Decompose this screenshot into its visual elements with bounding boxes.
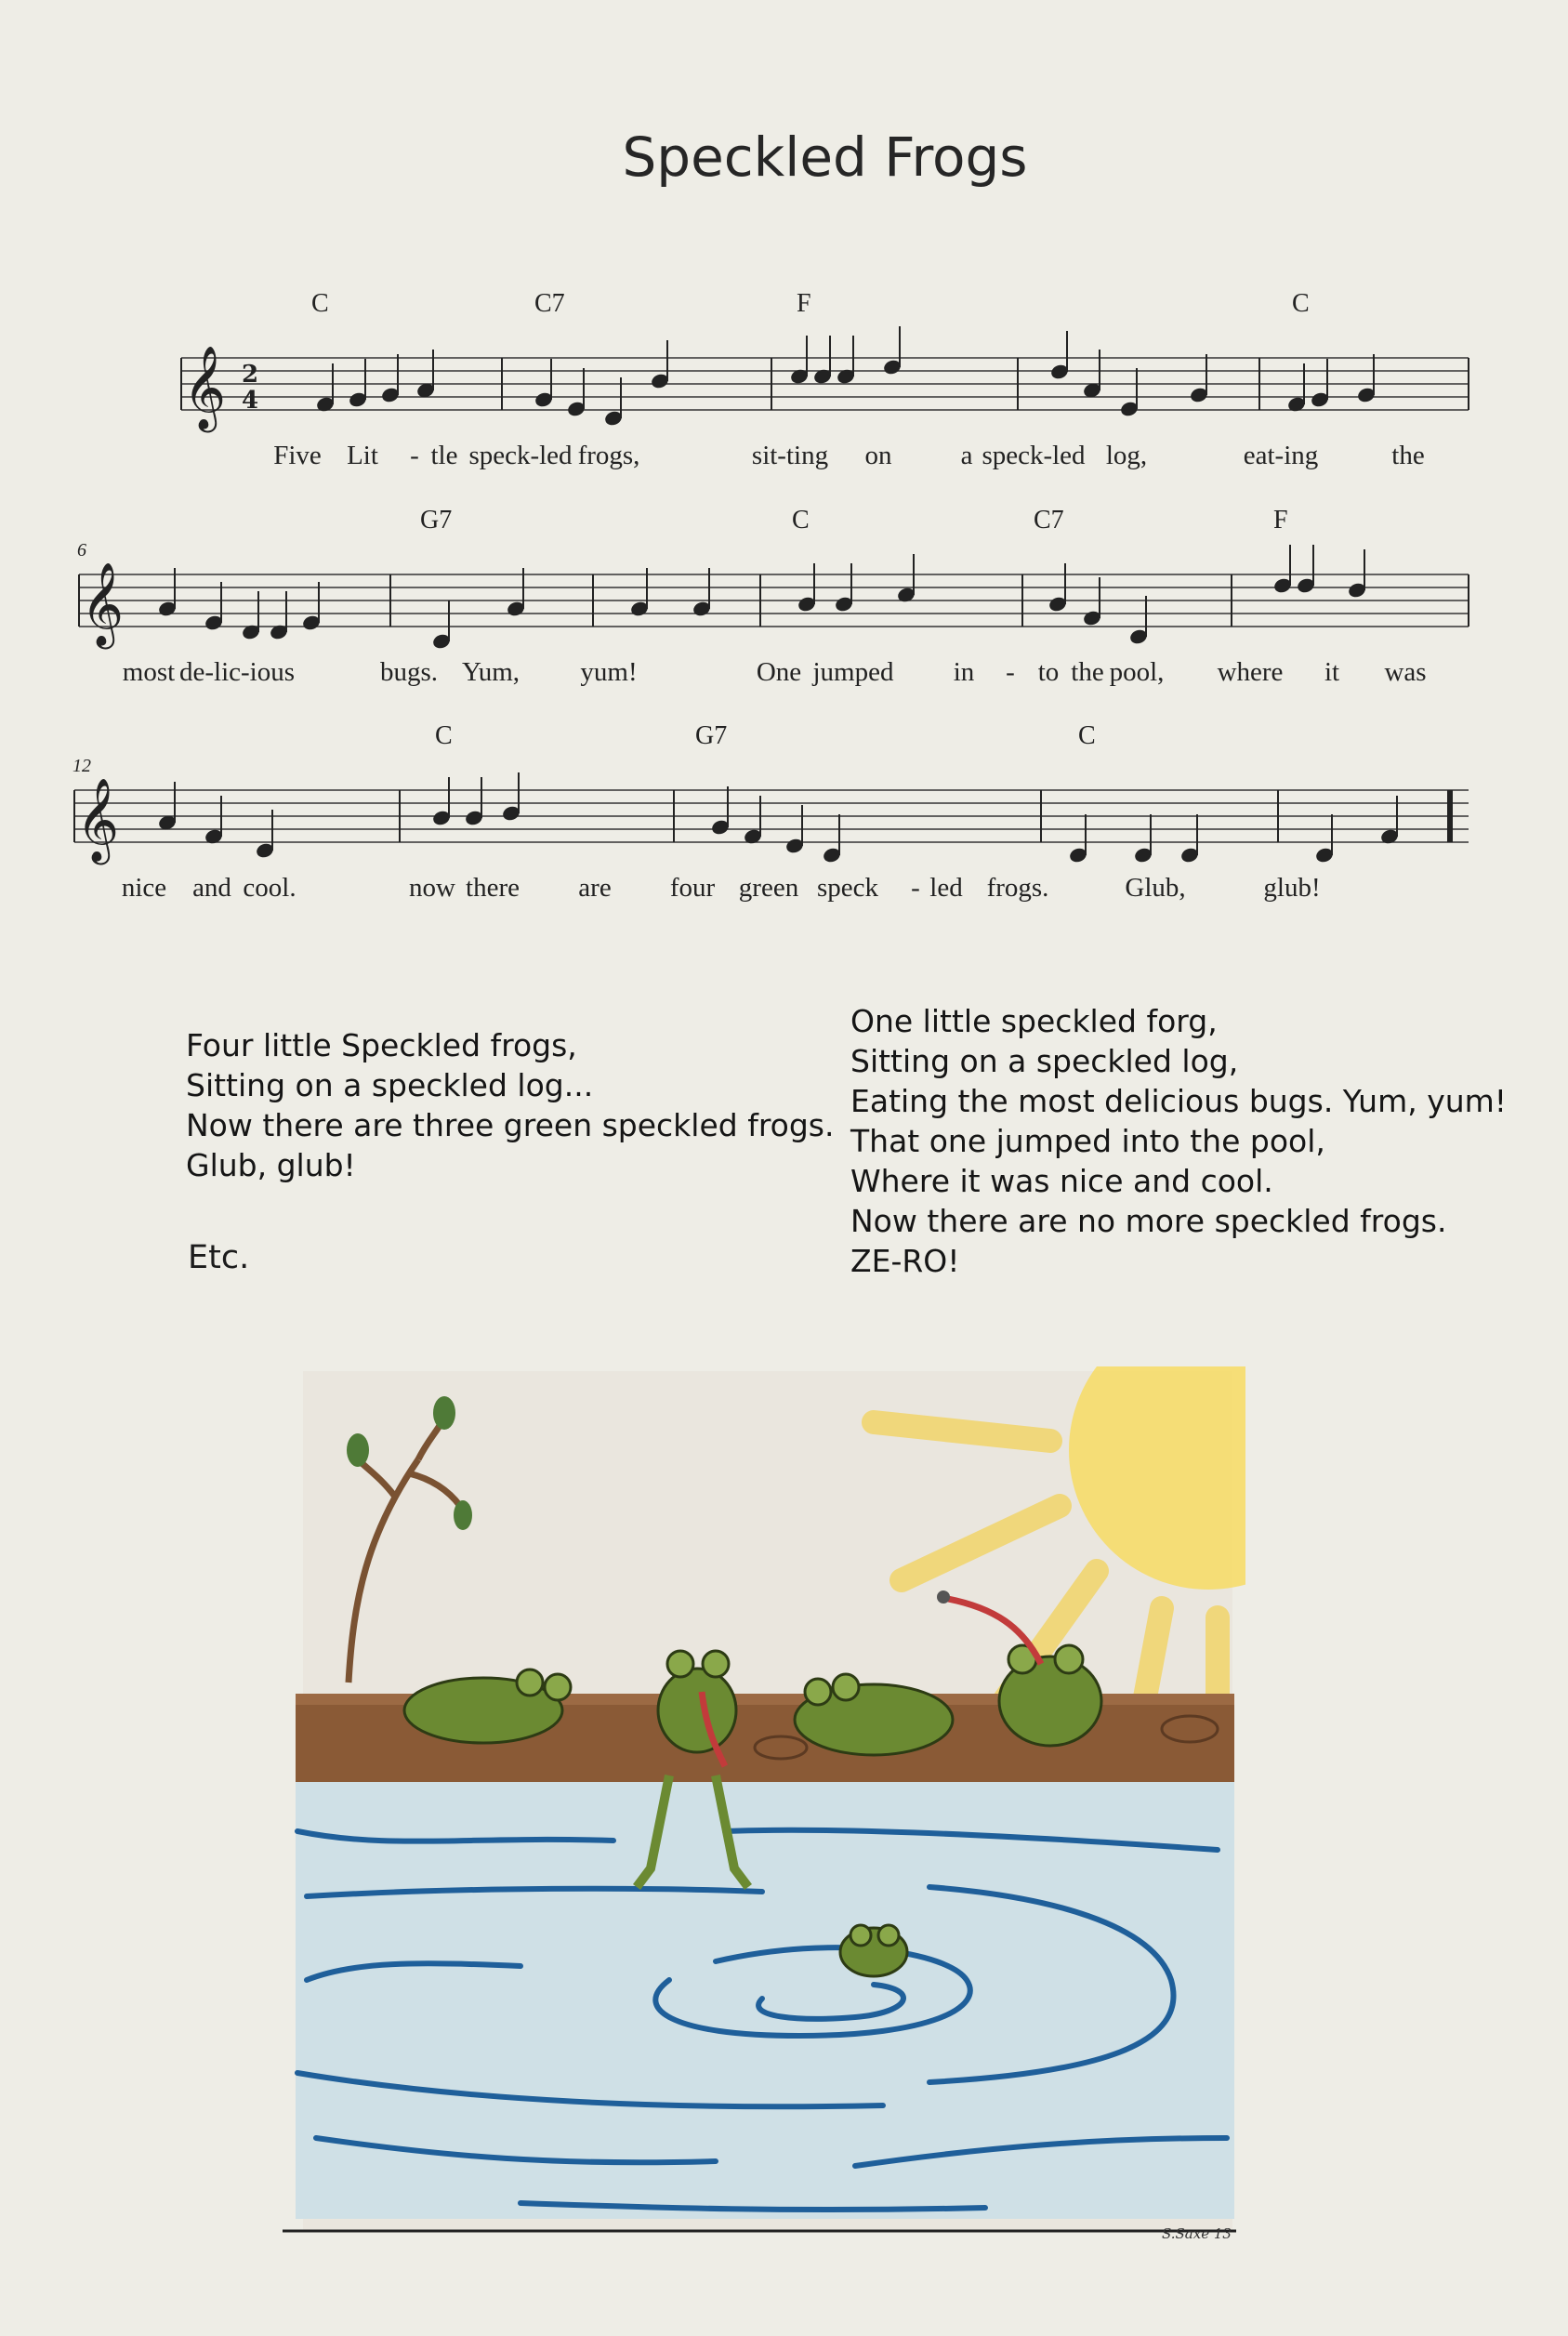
lyric-syllable: where xyxy=(1217,657,1284,687)
lyric-syllable: the xyxy=(1391,441,1425,470)
lyric-syllable: speck xyxy=(816,873,879,903)
time-signature: 4 xyxy=(242,387,259,415)
verse-left-line: Sitting on a speckled log... xyxy=(186,1067,594,1103)
lyric-syllable: are xyxy=(578,873,612,903)
verse-right-line: ZE-RO! xyxy=(850,1243,960,1279)
lyric-syllable: cool. xyxy=(243,873,296,903)
lyric-syllable: - xyxy=(1006,657,1015,687)
lyric-syllable: One xyxy=(756,657,802,687)
lyric-syllable: was xyxy=(1384,657,1427,687)
lyric-syllable: the xyxy=(1071,657,1104,687)
artist-signature: S.Saxe 13 xyxy=(1162,2225,1232,2242)
lyric-syllable: frogs. xyxy=(986,873,1049,903)
lyric-syllable: bugs. xyxy=(379,657,439,687)
lyric-syllable: - xyxy=(911,873,920,903)
lyric-syllable: green xyxy=(738,873,799,903)
notes xyxy=(157,326,1400,864)
lyric-syllable: jumped xyxy=(812,657,894,687)
lyric-syllable: four xyxy=(669,873,716,903)
chord-symbol: C xyxy=(311,289,329,318)
lyric-syllable: yum! xyxy=(580,657,638,687)
chord-symbol: G7 xyxy=(420,506,453,535)
lyric-syllable: frogs, xyxy=(577,441,640,470)
lyric-syllable: Glub, xyxy=(1125,873,1186,903)
measure-number: 12 xyxy=(72,756,91,776)
verse-right-line: Sitting on a speckled log, xyxy=(850,1043,1239,1079)
treble-clef-icon: 𝄞 xyxy=(81,562,125,646)
staves xyxy=(72,346,1469,865)
lyric-syllable: most xyxy=(122,657,176,687)
lyric-syllable: it xyxy=(1324,657,1340,687)
lyric-syllable: and xyxy=(192,873,231,903)
chord-symbol: C7 xyxy=(534,289,565,318)
verse-left xyxy=(186,1025,834,1185)
lyric-syllable: a xyxy=(960,441,973,470)
chord-symbol: C xyxy=(435,721,453,750)
verse-right-line: That one jumped into the pool, xyxy=(850,1123,1325,1159)
lyric-syllable: log, xyxy=(1105,441,1148,470)
lyric-syllable: speck-led xyxy=(468,441,573,470)
lyric-syllable: tle xyxy=(430,441,458,470)
verse-right-line: Now there are no more speckled frogs. xyxy=(850,1203,1447,1239)
verse-left-line: Four little Speckled frogs, xyxy=(186,1027,577,1063)
lyric-syllable: in xyxy=(953,657,975,687)
treble-clef-icon: 𝄞 xyxy=(183,346,227,429)
verse-left-line: Now there are three green speckled frogs. xyxy=(186,1107,835,1143)
lyric-syllable: pool, xyxy=(1109,657,1165,687)
chord-symbol: F xyxy=(797,289,811,318)
page-title: Speckled Frogs xyxy=(622,125,1028,189)
chord-symbol: F xyxy=(1273,506,1288,535)
lyric-syllable: now xyxy=(409,873,455,903)
verse-right-line: One little speckled forg, xyxy=(850,1003,1218,1039)
chord-symbol: C7 xyxy=(1034,506,1064,535)
lyric-syllable: led xyxy=(929,873,963,903)
lyrics xyxy=(122,441,1427,903)
treble-clef-icon: 𝄞 xyxy=(76,778,120,862)
verse-left-line: Glub, glub! xyxy=(186,1147,356,1183)
lyric-syllable: Five xyxy=(273,441,322,470)
lyric-syllable: on xyxy=(864,441,892,470)
verse-right-line: Where it was nice and cool. xyxy=(850,1163,1273,1199)
chord-symbol: C xyxy=(1292,289,1310,318)
lyric-syllable: - xyxy=(410,441,419,470)
lyric-syllable: glub! xyxy=(1263,873,1321,903)
pond-icon xyxy=(296,1782,1234,2219)
lyric-syllable: to xyxy=(1037,657,1060,687)
lyric-syllable: there xyxy=(466,873,520,903)
verse-right-line: Eating the most delicious bugs. Yum, yum! xyxy=(850,1083,1508,1119)
measure-number: 6 xyxy=(77,540,86,561)
lyric-syllable: sit-ting xyxy=(751,441,829,470)
lyric-syllable: nice xyxy=(121,873,167,903)
time-signature: 2 xyxy=(242,361,259,389)
verse-right xyxy=(850,1001,1507,1281)
chord-symbol: G7 xyxy=(695,721,728,750)
sheet-music xyxy=(0,260,1568,930)
etc-label: Etc. xyxy=(188,1239,250,1276)
lyric-syllable: speck-led xyxy=(982,441,1086,470)
chord-symbol: C xyxy=(1078,721,1096,750)
lyric-syllable: Lit xyxy=(347,441,378,470)
lyric-syllable: eat-ing xyxy=(1243,441,1319,470)
lyric-syllable: Yum, xyxy=(461,657,520,687)
lyric-syllable: de-lic-ious xyxy=(178,657,296,687)
frogs-illustration xyxy=(279,1366,1245,2240)
chord-symbol: C xyxy=(792,506,810,535)
